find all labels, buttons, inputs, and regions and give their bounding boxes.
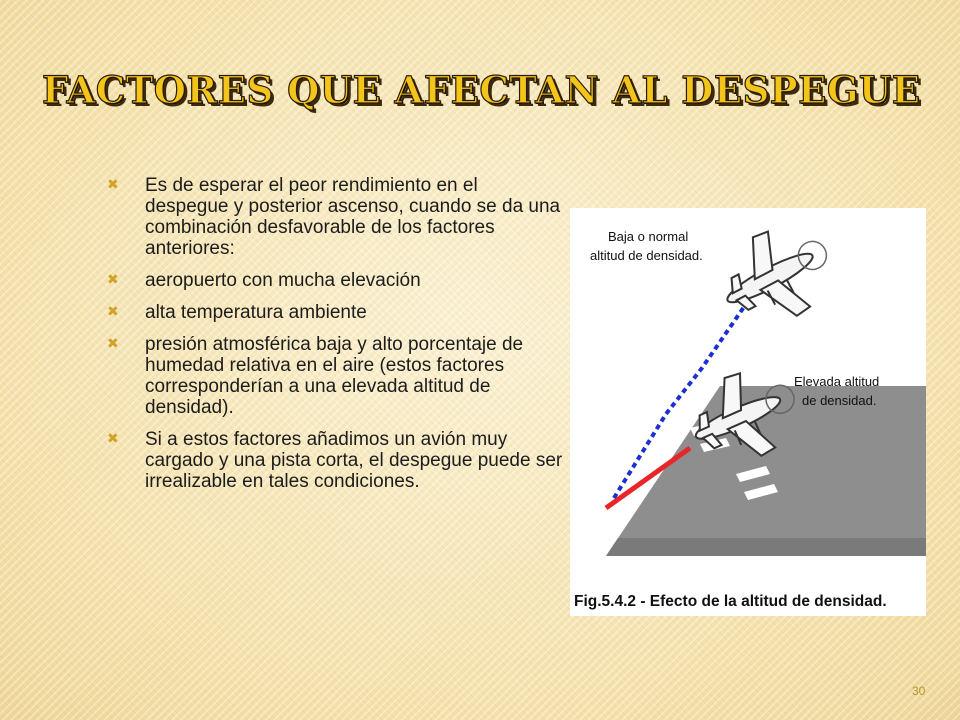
density-altitude-figure	[570, 208, 926, 616]
label-low-density-line1: Baja o normal	[608, 229, 689, 244]
cross-bullet-icon: ✖	[107, 304, 119, 320]
label-low-density-line2: altitud de densidad.	[590, 248, 703, 263]
cross-bullet-icon: ✖	[107, 177, 119, 193]
bullet-text: Si a estos factores añadimos un avión muy cargado y una pista corta, el despegue puede ser irrealizable en tales condiciones.	[145, 429, 563, 492]
cross-bullet-icon: ✖	[107, 431, 119, 447]
figure-illustration	[570, 208, 926, 616]
cross-bullet-icon: ✖	[107, 272, 119, 288]
bullet-text: Es de esperar el peor rendimiento en el despegue y posterior ascenso, cuando se da una combinación desfavorable de los factores anteriores:	[145, 175, 561, 259]
bullet-text: aeropuerto con mucha elevación	[145, 270, 421, 291]
runway-shoulder	[606, 538, 926, 556]
bullet-item	[105, 429, 565, 492]
airplane-icon	[707, 210, 846, 341]
bullet-item	[105, 270, 565, 291]
bullet-item	[105, 302, 565, 323]
bullet-list	[105, 175, 565, 503]
page-number: 30	[912, 684, 926, 698]
bullet-item	[105, 175, 565, 259]
label-high-density-line2: de densidad.	[802, 393, 877, 408]
bullet-text: alta temperatura ambiente	[145, 302, 367, 323]
bullet-item	[105, 334, 565, 418]
cross-bullet-icon: ✖	[107, 336, 119, 352]
figure-caption: Fig.5.4.2 - Efecto de la altitud de densidad.	[574, 593, 887, 610]
slide-title: FACTORES QUE AFECTAN AL DESPEGUE	[42, 68, 921, 112]
label-high-density-line1: Elevada altitud	[794, 374, 880, 389]
bullet-text: presión atmosférica baja y alto porcentaje de humedad relativa en el aire (estos factores corresponderían a una elevada altitud de densidad).	[145, 334, 524, 418]
